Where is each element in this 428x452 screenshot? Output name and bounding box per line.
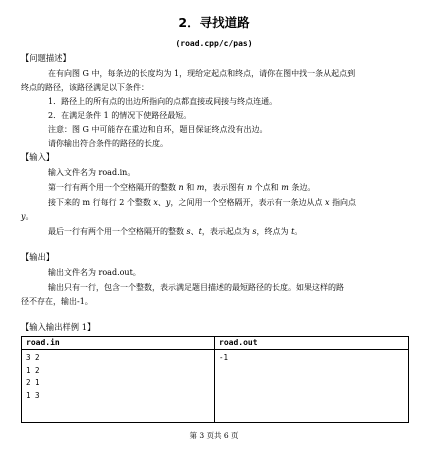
problem-filenames: (road.cpp/c/pas)	[175, 39, 253, 48]
input-line-3	[48, 226, 302, 237]
var-y: y	[165, 198, 171, 207]
input-line-2-text-b: 、	[157, 198, 166, 207]
output-heading: 【输出】	[21, 252, 55, 262]
input-file-line: 输入文件名为 road.in。	[48, 168, 136, 177]
var-n-2: n	[246, 183, 253, 192]
output-desc-line-2: 径不存在，输出-1。	[21, 297, 93, 306]
input-line-3-text-c: ，表示起点为	[201, 227, 250, 236]
input-line-1-text-b: 和	[186, 183, 195, 192]
var-t-2: t	[291, 227, 295, 236]
sample-output-column-header: road.out	[215, 337, 409, 350]
page-footer: 第 3 页共 6 页	[189, 431, 239, 440]
input-line-3-text-d: ，终点为	[256, 227, 289, 236]
var-m-2: m	[281, 183, 289, 192]
input-line-3-text-a: 最后一行有两个用一个空格隔开的整数	[48, 227, 184, 236]
sample-table-body-row	[22, 350, 409, 423]
output-desc-line-1: 输出只有一行，包含一个整数，表示满足题目描述的最短路径的长度。如果这样的路	[48, 283, 344, 292]
sample-input-column-header: road.in	[22, 337, 215, 350]
var-x: x	[153, 198, 158, 207]
sample-input-cell	[22, 350, 215, 423]
sample-output-cell	[215, 350, 409, 423]
sample-heading: 【输入输出样例 1】	[21, 322, 96, 332]
var-t: t	[198, 227, 202, 236]
input-line-1-text-c: ，表示图有	[204, 183, 245, 192]
input-line-3-text-b: 、	[190, 227, 199, 236]
var-s-2: s	[252, 227, 257, 236]
condition-1: 1．路径上的所有点的出边所指向的点都直接或间接与终点连通。	[48, 97, 278, 106]
problem-intro-line-2: 终点的路径，该路径满足以下条件：	[21, 83, 149, 92]
sample-input-line: 1 2	[26, 365, 40, 375]
var-n: n	[178, 183, 184, 192]
var-y-2: y	[21, 212, 26, 221]
sample-input-line: 2 1	[26, 378, 40, 387]
input-line-1-text-e: 条边。	[291, 183, 316, 192]
input-line-1-text-d: 个点和	[254, 183, 279, 192]
input-line-2-text-e: 。	[25, 212, 34, 221]
problem-title: 2．寻找道路	[178, 15, 250, 30]
input-line-2-text-a: 接下来的 m 行每行 2 个整数	[48, 198, 151, 207]
input-line-2-wrap	[21, 211, 34, 222]
var-m: m	[196, 183, 205, 192]
task-line: 请你输出符合条件的路径的长度。	[48, 139, 168, 148]
condition-2: 2．在满足条件 1 的情况下使路径最短。	[48, 111, 192, 120]
output-file-line: 输出文件名为 road.out。	[48, 268, 141, 277]
input-line-1	[48, 182, 315, 193]
problem-description-heading: 【问题描述】	[21, 53, 71, 63]
input-line-2-text-c: ，之间用一个空格隔开，表示有一条边从点	[170, 198, 323, 207]
input-heading: 【输入】	[21, 152, 55, 162]
var-s: s	[186, 227, 191, 236]
problem-intro-line-1: 在有向图 G 中，每条边的长度均为 1，现给定起点和终点，请你在图中找一条从起点到	[48, 69, 356, 78]
sample-input-line: 3 2	[26, 353, 40, 362]
sample-input-line: 1 3	[26, 390, 40, 400]
sample-output-line: -1	[219, 353, 229, 362]
sample-table	[21, 336, 409, 423]
var-x-2: x	[325, 198, 330, 207]
input-line-2-text-d: 指向点	[332, 198, 357, 207]
input-line-1-text-a: 第一行有两个用一个空格隔开的整数	[48, 183, 176, 192]
sample-table-header-row	[22, 337, 409, 350]
input-line-3-text-e: 。	[294, 227, 303, 236]
note-line: 注意：图 G 中可能存在重边和自环，题目保证终点没有出边。	[48, 125, 268, 134]
input-line-2	[48, 197, 356, 208]
